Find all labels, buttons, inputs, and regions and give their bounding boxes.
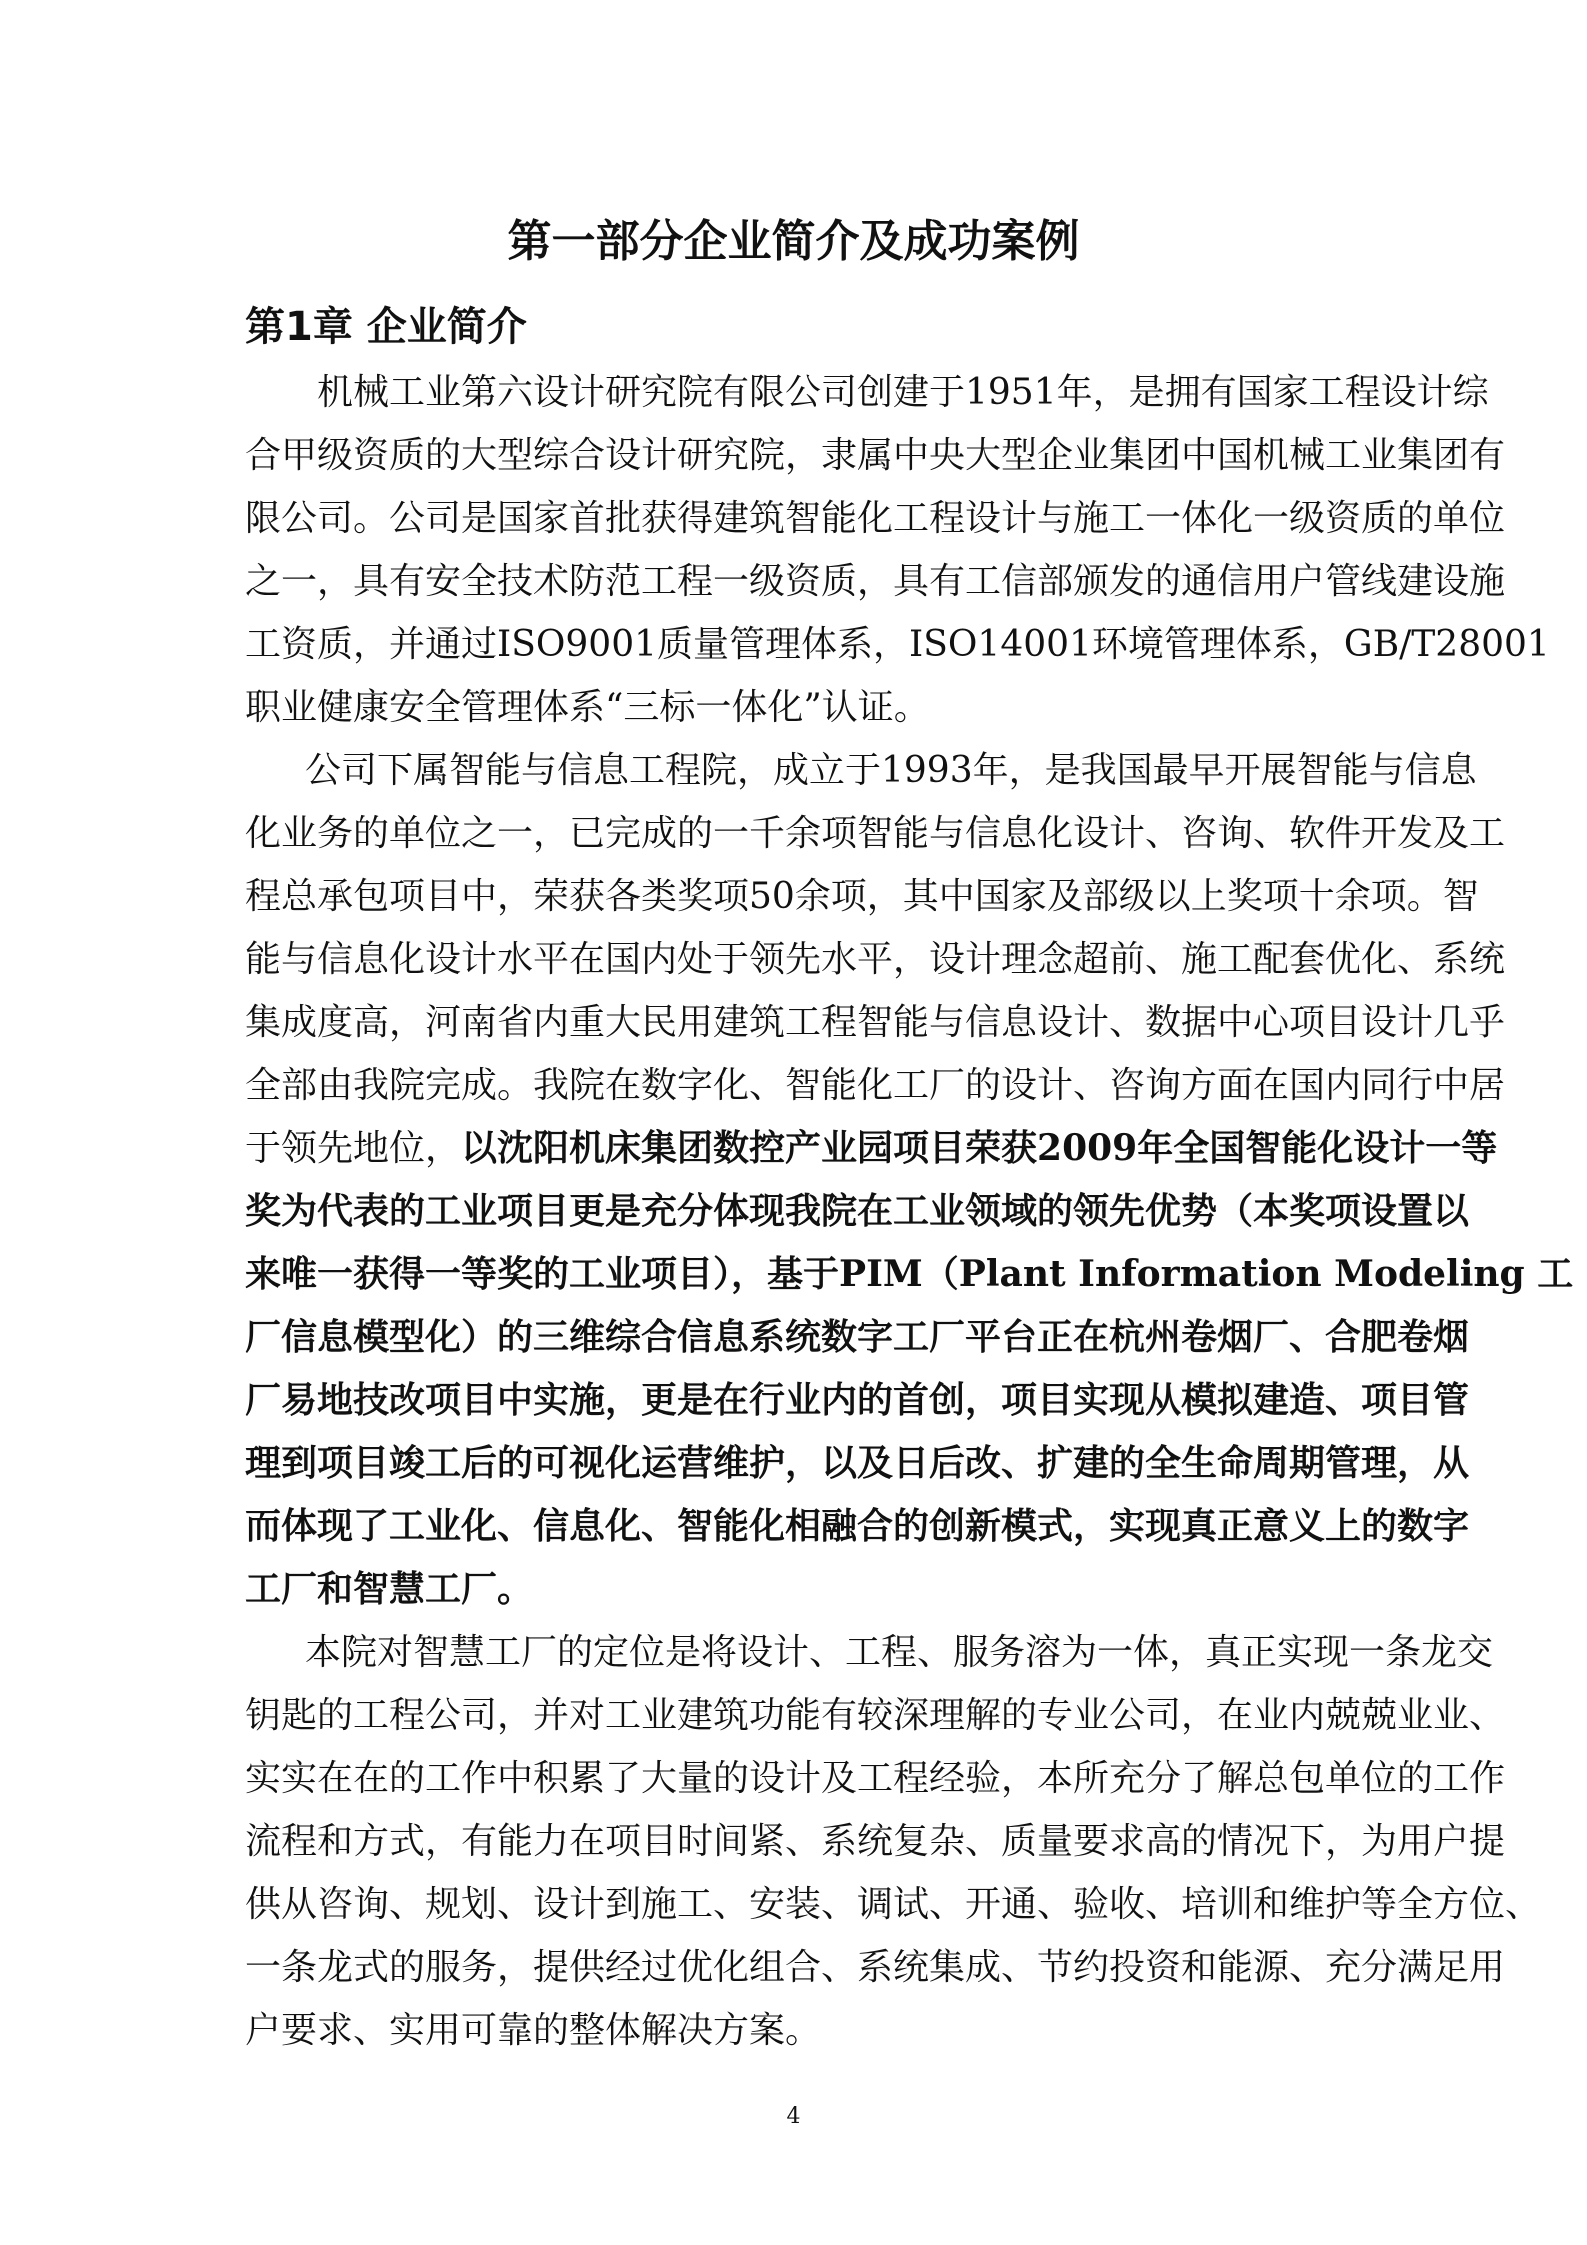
text-line: 本院对智慧工厂的定位是将设计、工程、服务溶为一体，真正实现一条龙交 <box>305 1632 1494 1673</box>
text-line: 流程和方式，有能力在项目时间紧、系统复杂、质量要求高的情况下，为用户提 <box>245 1821 1506 1862</box>
page-number: 4 <box>786 2104 801 2129</box>
text-line: 全部由我院完成。我院在数字化、智能化工厂的设计、咨询方面在国内同行中居 <box>245 1065 1506 1106</box>
text-line: 实实在在的工作中积累了大量的设计及工程经验，本所充分了解总包单位的工作 <box>245 1758 1506 1799</box>
bold-text-line: 厂信息模型化）的三维综合信息系统数字工厂平台正在杭州卷烟厂、合肥卷烟 <box>245 1316 1470 1358</box>
bold-text-line: 工厂和智慧工厂。 <box>245 1568 534 1610</box>
paragraph-3 <box>245 1621 1542 2062</box>
bold-text-line: 来唯一获得一等奖的工业项目），基于PIM（Plant Information Modeling 工 <box>245 1253 1574 1295</box>
text-line: 能与信息化设计水平在国内处于领先水平，设计理念超前、施工配套优化、系统 <box>245 939 1506 980</box>
text-line: 之一，具有安全技术防范工程一级资质，具有工信部颁发的通信用户管线建设施 <box>245 561 1506 602</box>
bold-text-line: 奖为代表的工业项目更是充分体现我院在工业领域的领先优势（本奖项设置以 <box>245 1190 1470 1232</box>
text-line: 职业健康安全管理体系“三标一体化”认证。 <box>245 687 930 728</box>
chapter-heading: 第1章 企业简介 <box>245 304 527 350</box>
text-line: 机械工业第六设计研究院有限公司创建于1951年，是拥有国家工程设计综 <box>317 372 1489 413</box>
text-line: 限公司。公司是国家首批获得建筑智能化工程设计与施工一体化一级资质的单位 <box>245 498 1506 539</box>
text-line: 钥匙的工程公司，并对工业建筑功能有较深理解的专业公司，在业内兢兢业业、 <box>245 1695 1506 1736</box>
text-line: 集成度高，河南省内重大民用建筑工程智能与信息设计、数据中心项目设计几乎 <box>245 1002 1506 1043</box>
bold-text-segment: 以沈阳机床集团数控产业园项目荣获2009年全国智能化设计一等 <box>461 1127 1498 1169</box>
part-title: 第一部分企业简介及成功案例 <box>507 216 1080 267</box>
text-line: 工资质，并通过ISO9001质量管理体系，ISO14001环境管理体系，GB/T28001 <box>245 624 1550 665</box>
text-line: 化业务的单位之一，已完成的一千余项智能与信息化设计、咨询、软件开发及工 <box>245 813 1506 854</box>
paragraph-2 <box>245 739 1574 1621</box>
text-line: 程总承包项目中，荣获各类奖项50余项，其中国家及部级以上奖项十余项。智 <box>245 876 1479 917</box>
bold-text-line: 厂易地技改项目中实施，更是在行业内的首创，项目实现从模拟建造、项目管 <box>245 1379 1470 1421</box>
paragraph-1 <box>245 361 1550 739</box>
text-line <box>245 1117 1498 1180</box>
text-line: 户要求、实用可靠的整体解决方案。 <box>245 2010 822 2051</box>
text-line: 公司下属智能与信息工程院，成立于1993年，是我国最早开展智能与信息 <box>305 750 1477 791</box>
bold-text-line: 而体现了工业化、信息化、智能化相融合的创新模式，实现真正意义上的数字 <box>245 1505 1470 1547</box>
text-line: 供从咨询、规划、设计到施工、安装、调试、开通、验收、培训和维护等全方位、 <box>245 1884 1542 1925</box>
text-segment: 于领先地位， <box>245 1128 462 1169</box>
document-body <box>245 361 1574 2062</box>
text-line: 合甲级资质的大型综合设计研究院，隶属中央大型企业集团中国机械工业集团有 <box>245 435 1506 476</box>
text-line: 一条龙式的服务，提供经过优化组合、系统集成、节约投资和能源、充分满足用 <box>245 1947 1506 1988</box>
bold-text-line: 理到项目竣工后的可视化运营维护，以及日后改、扩建的全生命周期管理，从 <box>245 1442 1470 1484</box>
